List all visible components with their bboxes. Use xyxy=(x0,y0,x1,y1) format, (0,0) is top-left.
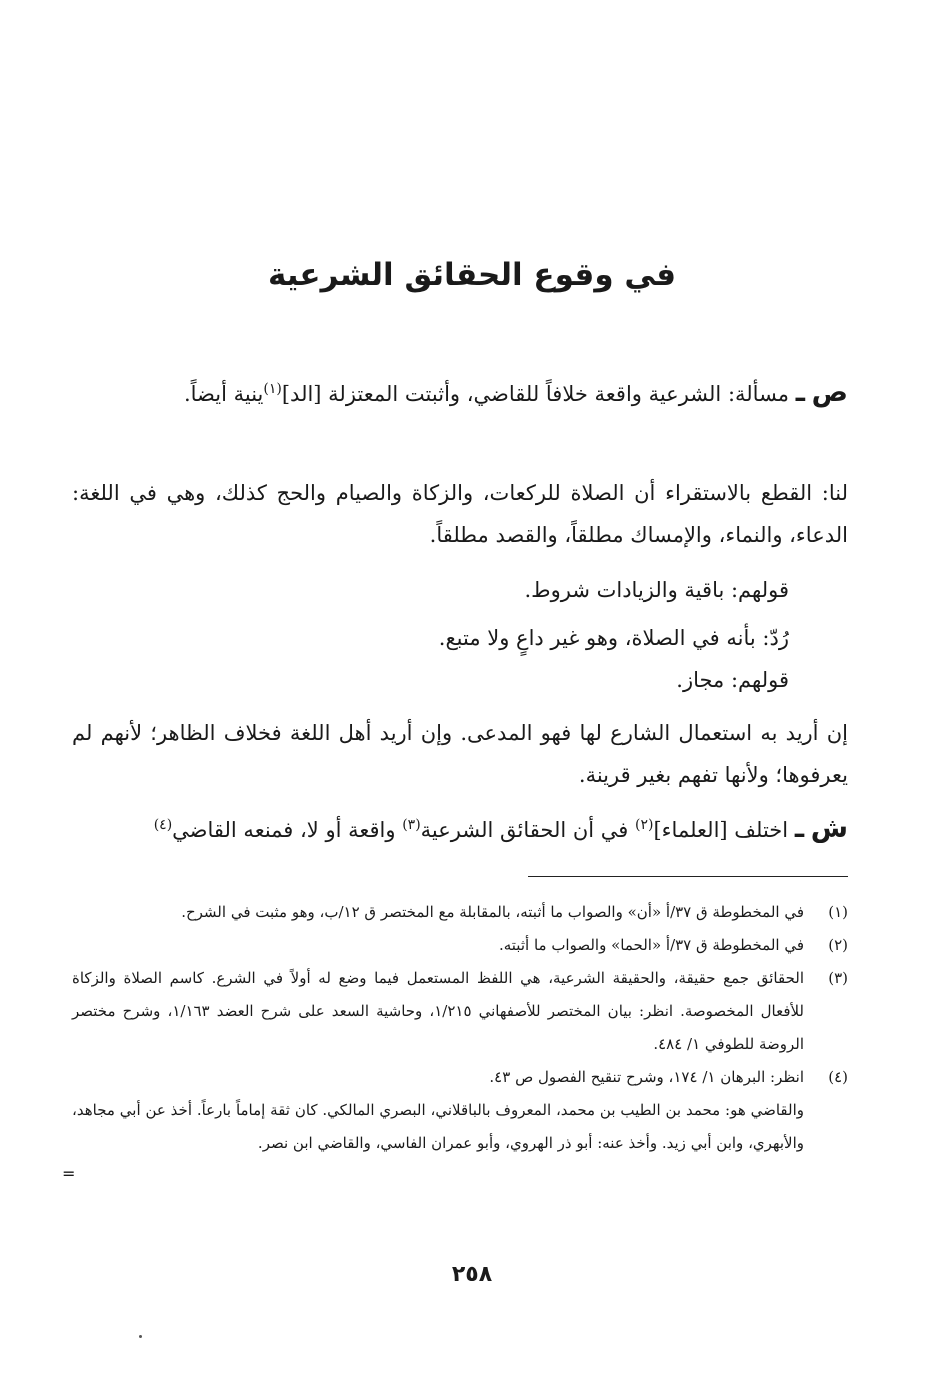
footnote-3 xyxy=(72,962,848,1061)
marker-dash: ـ xyxy=(795,377,805,408)
footnote-4-continuation: والقاضي هو: محمد بن الطيب بن محمد، المعروف بالباقلاني، البصري المالكي. كان ثقة إماماً بارعاً. أخذ عن أبي مجاهد، والأبهري، وابن أبي زيد. وأخذ عنه: أبو ذر الهروي، وأبو عمران الفاسي، والقاضي ابن نصر. xyxy=(72,1101,804,1152)
sharh-paragraph xyxy=(72,808,848,851)
footnote-number: (٤) xyxy=(828,1068,848,1086)
lana-paragraph: لنا: القطع بالاستقراء أن الصلاة للركعات، والزكاة والصيام والحج كذلك، وهي في اللغة: الدعاء، والنماء، والإمساك مطلقاً، والقصد مطلقاً. xyxy=(72,481,848,547)
footnote-text: الحقائق جمع حقيقة، والحقيقة الشرعية، هي اللفظ المستعمل فيما وضع له أولاً في الشرع. كاسم الصلاة والزكاة للأفعال المخصوصة. انظر: بيان المختصر للأصفهاني ١/٢١٥، وحاشية السعد على شرح العضد ١/١٦٣، وشرح مختصر الروضة للطوفي ١/ ٤٨٤. xyxy=(72,969,805,1053)
footnote-ref-4: (٤) xyxy=(153,817,173,833)
footnote-ref-3: (٣) xyxy=(402,817,421,833)
footnote-text: انظر: البرهان ١/ ١٧٤، وشرح تنقيح الفصول ص ٤٣. xyxy=(489,1068,804,1086)
footnote-number: (٢) xyxy=(828,936,848,954)
footnote-2 xyxy=(72,929,848,962)
in-urid-paragraph: إن أريد به استعمال الشارع لها فهو المدعى. وإن أريد أهل اللغة فخلاف الظاهر؛ لأنهم لم يعرفوها؛ ولأنها تفهم بغير قرينة. xyxy=(72,721,848,787)
scan-speck xyxy=(139,1335,142,1338)
sad-marker: ص xyxy=(811,377,848,408)
footnote-4 xyxy=(72,1061,848,1094)
footnote-text: في المخطوطة ق ٣٧/أ «أن» والصواب ما أثبته، بالمقابلة مع المختصر ق ١٢/ب، وهو مثبت في الشرح. xyxy=(181,903,804,921)
footnote-text: في المخطوطة ق ٣٧/أ «الحما» والصواب ما أثبته. xyxy=(498,936,804,954)
footnotes-section xyxy=(72,896,848,1160)
page-number: ٢٥٨ xyxy=(451,1262,493,1287)
sharh-text-3: واقعة أو لا، فمنعه القاضي xyxy=(172,818,403,842)
footnote-ref-1: (١) xyxy=(263,381,282,397)
masala-text-end: ينية أيضاً. xyxy=(183,382,264,406)
masala-paragraph xyxy=(72,372,848,415)
footnote-ref-2: (٢) xyxy=(635,817,654,833)
shin-marker: ش xyxy=(810,813,848,844)
marker-dash: ـ xyxy=(794,813,805,844)
chapter-title: في وقوع الحقائق الشرعية xyxy=(267,257,677,293)
masala-text: مسألة: الشرعية واقعة خلافاً للقاضي، وأثبتت المعتزلة [الد] xyxy=(281,382,790,406)
continuation-mark: = xyxy=(62,1164,76,1183)
footnote-separator xyxy=(528,876,848,877)
footnote-number: (٣) xyxy=(828,969,848,987)
footnote-1 xyxy=(72,896,848,929)
sharh-text-2: في أن الحقائق الشرعية xyxy=(420,818,636,842)
rudda-line: رُدّ: بأنه في الصلاة، وهو غير داعٍ ولا متبع. xyxy=(438,626,789,650)
qawluhum-line-2: قولهم: مجاز. xyxy=(676,668,789,692)
sharh-text: اختلف [العلماء] xyxy=(653,818,789,842)
footnote-number: (١) xyxy=(828,903,848,921)
qawluhum-line-1: قولهم: باقية والزيادات شروط. xyxy=(524,578,789,602)
